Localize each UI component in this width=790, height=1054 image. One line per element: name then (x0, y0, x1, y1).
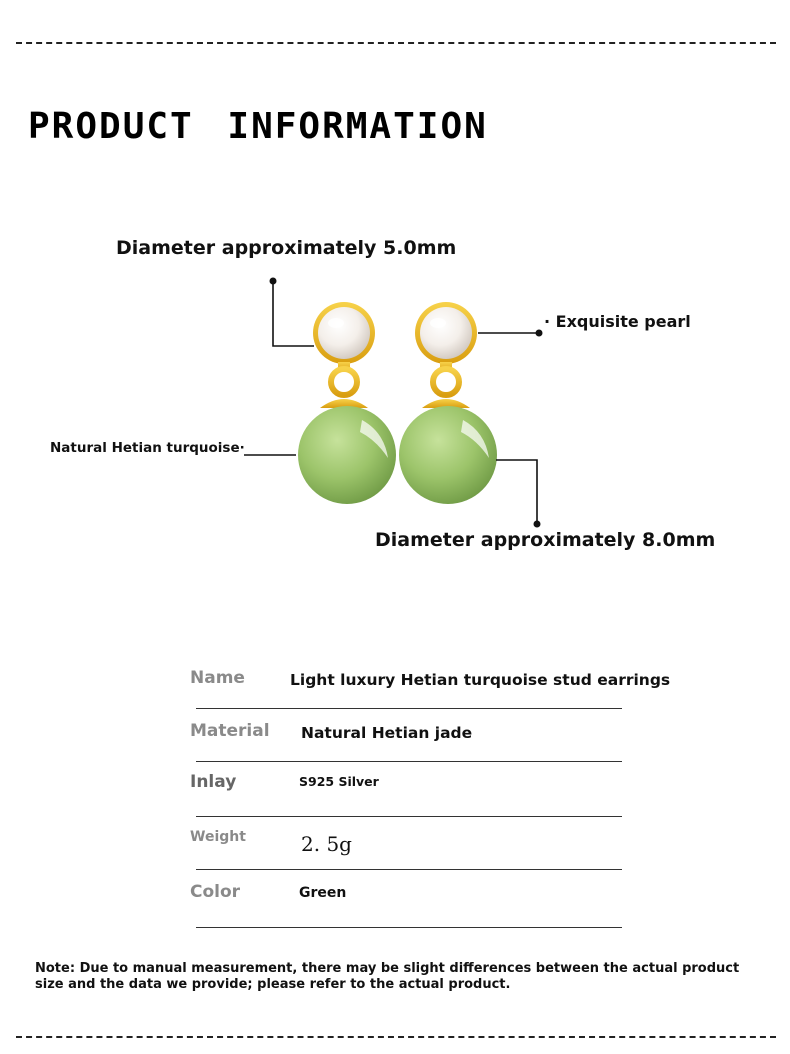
left-earring (298, 302, 396, 504)
pearl-diameter-label: Diameter approximately 5.0mm (116, 237, 457, 259)
bottom-dashed-divider (16, 1036, 776, 1038)
left-gold-loop (331, 369, 357, 395)
spec-label: Weight (190, 829, 246, 845)
spec-label: Material (190, 721, 270, 741)
leader-dot (270, 278, 277, 285)
spec-divider (196, 816, 622, 817)
turquoise-diameter-leader (496, 460, 537, 523)
page-title: PRODUCT INFORMATION (28, 106, 488, 147)
spec-divider (196, 761, 622, 762)
left-turquoise-bead (298, 406, 396, 504)
leader-dot (536, 330, 543, 337)
callout-leader-dots (270, 278, 543, 528)
spec-value: S925 Silver (299, 774, 379, 789)
spec-label: Name (190, 668, 245, 688)
spec-value: Green (299, 885, 347, 901)
spec-value: 2. 5g (301, 832, 352, 856)
measurement-note: Note: Due to manual measurement, there may be slight differences between the actual product size and the data we provide; please refer to the actual product. (35, 961, 740, 992)
spec-value: Natural Hetian jade (301, 724, 473, 742)
right-gold-loop (433, 369, 459, 395)
spec-divider (196, 708, 622, 709)
leader-dot (534, 521, 541, 528)
pearl-diameter-leader (273, 281, 314, 346)
spec-label: Inlay (190, 772, 237, 792)
callout-leader-lines (244, 281, 539, 523)
spec-divider (196, 927, 622, 928)
turquoise-diameter-label: Diameter approximately 8.0mm (375, 529, 716, 551)
right-turquoise-bead (399, 406, 497, 504)
right-pearl (420, 307, 472, 359)
pearl-label: · Exquisite pearl (544, 312, 691, 331)
spec-value: Light luxury Hetian turquoise stud earrings (290, 671, 671, 689)
spec-divider (196, 869, 622, 870)
spec-label: Color (190, 882, 241, 902)
turquoise-label: Natural Hetian turquoise· (50, 440, 245, 456)
left-pearl (318, 307, 370, 359)
